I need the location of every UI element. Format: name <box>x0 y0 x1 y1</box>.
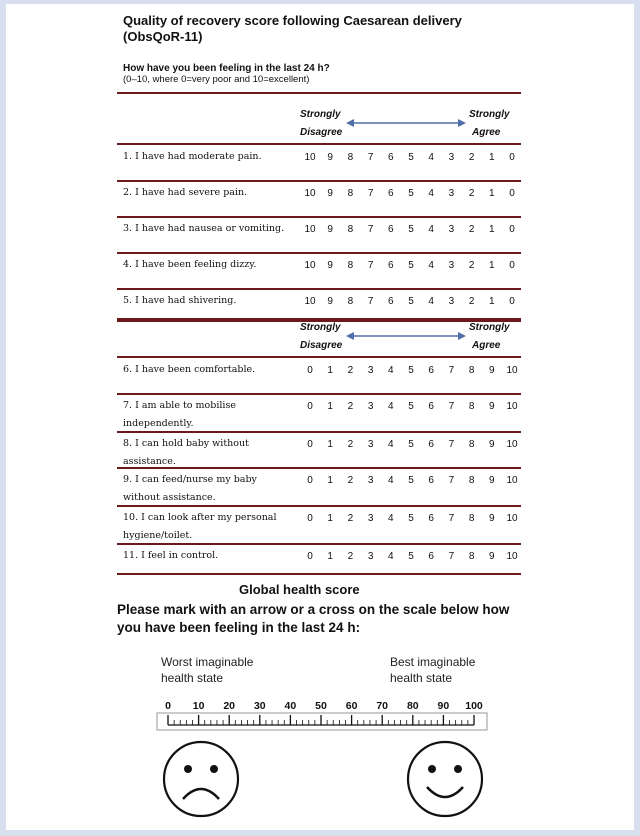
scale-option-9[interactable]: 9 <box>489 439 495 450</box>
scale-option-7[interactable]: 7 <box>367 152 374 163</box>
scale-option-8[interactable]: 8 <box>347 260 354 271</box>
item-text: 5. I have had shivering. <box>123 295 237 306</box>
row-divider <box>117 180 521 182</box>
item-text: 6. I have been comfortable. <box>123 364 256 375</box>
scale-option-0[interactable]: 0 <box>307 513 313 524</box>
best-label-2: health state <box>390 671 453 685</box>
scale-option-6[interactable]: 6 <box>388 296 394 307</box>
s2-anchor-right-2: Agree <box>472 340 501 351</box>
scale-option-1[interactable]: 1 <box>489 188 495 199</box>
scale-option-9[interactable]: 9 <box>489 365 495 376</box>
scale-option-1[interactable]: 1 <box>327 439 333 450</box>
scale-option-10[interactable]: 10 <box>506 401 518 412</box>
row-divider <box>117 431 521 433</box>
scale-option-0[interactable]: 0 <box>509 296 515 307</box>
row-divider <box>117 467 521 469</box>
scale-option-10[interactable]: 10 <box>506 475 518 486</box>
global-instruction-1: Please mark with an arrow or a cross on the scale below how <box>117 602 510 617</box>
scale-option-3[interactable]: 3 <box>448 260 455 271</box>
scale-option-1[interactable]: 1 <box>489 224 495 235</box>
worst-label-1: Worst imaginable <box>161 655 254 669</box>
response-scale <box>297 475 519 487</box>
scale-option-3[interactable]: 3 <box>367 513 374 524</box>
scale-option-2[interactable]: 2 <box>468 152 475 163</box>
scale-option-4[interactable]: 4 <box>388 439 394 450</box>
ruler-label-60: 60 <box>345 700 358 712</box>
scale-option-5[interactable]: 5 <box>408 365 414 376</box>
scale-option-5[interactable]: 5 <box>408 401 414 412</box>
questionnaire-page <box>6 4 634 830</box>
scale-option-5[interactable]: 5 <box>408 152 414 163</box>
scale-option-10[interactable]: 10 <box>304 260 316 271</box>
s1-double-arrow-icon <box>346 116 466 130</box>
global-instruction-2: you have been feeling in the last 24 h: <box>117 620 361 635</box>
scale-option-1[interactable]: 1 <box>327 551 333 562</box>
scale-option-8[interactable]: 8 <box>468 551 475 562</box>
section1-top-rule <box>117 92 521 94</box>
form-title-line1: Quality of recovery score following Caesarean delivery <box>123 13 462 28</box>
sad-face-icon <box>161 739 241 819</box>
scale-option-1[interactable]: 1 <box>327 401 333 412</box>
global-heading: Global health score <box>239 582 360 597</box>
scale-option-4[interactable]: 4 <box>388 365 394 376</box>
scale-option-7[interactable]: 7 <box>448 401 455 412</box>
s1-anchor-right-2: Agree <box>472 127 501 138</box>
row-divider <box>117 393 521 395</box>
ruler-label-20: 20 <box>223 700 236 712</box>
scale-option-9[interactable]: 9 <box>327 152 333 163</box>
response-scale <box>297 152 519 164</box>
scale-option-9[interactable]: 9 <box>327 260 333 271</box>
s2-anchor-right-1: Strongly <box>469 322 510 333</box>
scale-option-5[interactable]: 5 <box>408 439 414 450</box>
scale-option-5[interactable]: 5 <box>408 224 414 235</box>
best-label-1: Best imaginable <box>390 655 476 669</box>
section2-header-rule <box>117 356 521 358</box>
scale-option-10[interactable]: 10 <box>304 296 316 307</box>
ruler-label-80: 80 <box>406 700 419 712</box>
scale-option-8[interactable]: 8 <box>468 439 475 450</box>
scale-option-6[interactable]: 6 <box>428 551 434 562</box>
response-scale <box>297 401 519 413</box>
s1-anchor-right-1: Strongly <box>469 109 510 120</box>
scale-option-5[interactable]: 5 <box>408 513 414 524</box>
section1-header-rule <box>117 143 521 145</box>
scale-option-1[interactable]: 1 <box>489 152 495 163</box>
item-text: 9. I can feed/nurse my baby without assistance. <box>123 474 257 503</box>
item-text: 1. I have had moderate pain. <box>123 151 262 162</box>
scale-option-4[interactable]: 4 <box>428 260 434 271</box>
scale-option-10[interactable]: 10 <box>506 439 518 450</box>
scale-option-6[interactable]: 6 <box>388 224 394 235</box>
scale-option-5[interactable]: 5 <box>408 188 414 199</box>
scale-option-10[interactable]: 10 <box>304 152 316 163</box>
scale-option-7[interactable]: 7 <box>448 439 455 450</box>
scale-option-10[interactable]: 10 <box>506 513 518 524</box>
ruler-label-90: 90 <box>437 700 450 712</box>
s2-double-arrow-icon <box>346 329 466 343</box>
scale-option-1[interactable]: 1 <box>489 260 495 271</box>
scale-option-8[interactable]: 8 <box>347 224 354 235</box>
row-divider <box>117 505 521 507</box>
response-scale <box>297 439 519 451</box>
scale-option-7[interactable]: 7 <box>367 260 374 271</box>
scale-option-0[interactable]: 0 <box>509 152 515 163</box>
row-divider <box>117 543 521 545</box>
scale-option-9[interactable]: 9 <box>489 551 495 562</box>
scale-option-1[interactable]: 1 <box>327 475 333 486</box>
scale-option-6[interactable]: 6 <box>388 188 394 199</box>
scale-option-5[interactable]: 5 <box>408 260 414 271</box>
scale-option-10[interactable]: 10 <box>304 224 316 235</box>
scale-note: (0–10, where 0=very poor and 10=excellent) <box>123 74 310 85</box>
scale-option-3[interactable]: 3 <box>448 224 455 235</box>
scale-option-4[interactable]: 4 <box>428 152 434 163</box>
scale-option-6[interactable]: 6 <box>388 260 394 271</box>
scale-option-7[interactable]: 7 <box>448 551 455 562</box>
scale-option-9[interactable]: 9 <box>489 401 495 412</box>
scale-option-4[interactable]: 4 <box>388 551 394 562</box>
scale-option-0[interactable]: 0 <box>307 365 313 376</box>
scale-option-2[interactable]: 2 <box>347 365 354 376</box>
scale-option-2[interactable]: 2 <box>468 296 475 307</box>
row-divider <box>117 216 521 218</box>
s1-anchor-left-1: Strongly <box>300 109 341 120</box>
scale-option-1[interactable]: 1 <box>327 365 333 376</box>
scale-option-9[interactable]: 9 <box>327 224 333 235</box>
item-text: 2. I have had severe pain. <box>123 187 248 198</box>
scale-option-3[interactable]: 3 <box>367 551 374 562</box>
scale-option-10[interactable]: 10 <box>506 551 518 562</box>
scale-option-8[interactable]: 8 <box>468 401 475 412</box>
scale-option-3[interactable]: 3 <box>367 475 374 486</box>
scale-option-7[interactable]: 7 <box>448 513 455 524</box>
scale-option-4[interactable]: 4 <box>388 401 394 412</box>
ruler-label-40: 40 <box>284 700 297 712</box>
scale-option-1[interactable]: 1 <box>489 296 495 307</box>
scale-option-8[interactable]: 8 <box>468 475 475 486</box>
scale-option-3[interactable]: 3 <box>367 401 374 412</box>
response-scale <box>297 188 519 200</box>
scale-option-7[interactable]: 7 <box>367 224 374 235</box>
scale-option-4[interactable]: 4 <box>428 296 434 307</box>
scale-option-0[interactable]: 0 <box>509 188 515 199</box>
response-scale <box>297 551 519 563</box>
scale-option-2[interactable]: 2 <box>468 224 475 235</box>
scale-option-8[interactable]: 8 <box>468 513 475 524</box>
scale-option-3[interactable]: 3 <box>367 365 374 376</box>
scale-option-0[interactable]: 0 <box>509 224 515 235</box>
row-divider <box>117 252 521 254</box>
scale-option-7[interactable]: 7 <box>448 365 455 376</box>
health-scale-ruler[interactable] <box>156 712 488 732</box>
item-text: 10. I can look after my personal hygiene/toilet. <box>123 512 277 541</box>
scale-option-4[interactable]: 4 <box>388 513 394 524</box>
row-divider <box>117 573 521 575</box>
scale-option-2[interactable]: 2 <box>347 475 354 486</box>
response-scale <box>297 513 519 525</box>
response-scale <box>297 296 519 308</box>
row-divider <box>117 288 521 290</box>
scale-option-0[interactable]: 0 <box>509 260 515 271</box>
scale-option-2[interactable]: 2 <box>347 439 354 450</box>
response-scale <box>297 224 519 236</box>
scale-option-2[interactable]: 2 <box>347 401 354 412</box>
happy-face-icon <box>405 739 485 819</box>
response-scale <box>297 260 519 272</box>
scale-option-1[interactable]: 1 <box>327 513 333 524</box>
scale-option-5[interactable]: 5 <box>408 475 414 486</box>
scale-option-6[interactable]: 6 <box>428 475 434 486</box>
form-title-line2: (ObsQoR-11) <box>123 29 203 44</box>
scale-option-9[interactable]: 9 <box>327 188 333 199</box>
scale-option-2[interactable]: 2 <box>347 551 354 562</box>
scale-option-0[interactable]: 0 <box>307 475 313 486</box>
scale-option-0[interactable]: 0 <box>307 551 313 562</box>
item-text: 7. I am able to mobilise independently. <box>123 400 236 429</box>
s2-anchor-left-1: Strongly <box>300 322 341 333</box>
ruler-label-10: 10 <box>192 700 205 712</box>
scale-option-0[interactable]: 0 <box>307 401 313 412</box>
scale-option-3[interactable]: 3 <box>367 439 374 450</box>
scale-option-8[interactable]: 8 <box>347 152 354 163</box>
s2-anchor-left-2: Disagree <box>300 340 343 351</box>
s1-anchor-left-2: Disagree <box>300 127 343 138</box>
item-text: 4. I have been feeling dizzy. <box>123 259 257 270</box>
ruler-label-100: 100 <box>465 700 483 712</box>
ruler-label-30: 30 <box>253 700 266 712</box>
scale-option-7[interactable]: 7 <box>448 475 455 486</box>
ruler-label-50: 50 <box>315 700 327 712</box>
scale-option-6[interactable]: 6 <box>428 513 434 524</box>
scale-option-7[interactable]: 7 <box>367 188 374 199</box>
response-scale <box>297 365 519 377</box>
scale-option-6[interactable]: 6 <box>428 365 434 376</box>
scale-option-3[interactable]: 3 <box>448 296 455 307</box>
scale-option-5[interactable]: 5 <box>408 296 414 307</box>
scale-option-8[interactable]: 8 <box>468 365 475 376</box>
scale-option-6[interactable]: 6 <box>428 439 434 450</box>
scale-option-9[interactable]: 9 <box>489 475 495 486</box>
scale-option-4[interactable]: 4 <box>428 188 434 199</box>
scale-option-9[interactable]: 9 <box>327 296 333 307</box>
scale-option-4[interactable]: 4 <box>388 475 394 486</box>
scale-option-6[interactable]: 6 <box>388 152 394 163</box>
item-text: 11. I feel in control. <box>123 550 219 561</box>
scale-option-8[interactable]: 8 <box>347 296 354 307</box>
question-prompt: How have you been feeling in the last 24 h? <box>123 63 330 74</box>
scale-option-5[interactable]: 5 <box>408 551 414 562</box>
scale-option-8[interactable]: 8 <box>347 188 354 199</box>
scale-option-0[interactable]: 0 <box>307 439 313 450</box>
scale-option-3[interactable]: 3 <box>448 188 455 199</box>
scale-option-2[interactable]: 2 <box>468 260 475 271</box>
scale-option-10[interactable]: 10 <box>506 365 518 376</box>
scale-option-6[interactable]: 6 <box>428 401 434 412</box>
item-text: 3. I have had nausea or vomiting. <box>123 223 285 234</box>
scale-option-7[interactable]: 7 <box>367 296 374 307</box>
scale-option-9[interactable]: 9 <box>489 513 495 524</box>
scale-option-3[interactable]: 3 <box>448 152 455 163</box>
ruler-label-0: 0 <box>165 700 171 712</box>
scale-option-2[interactable]: 2 <box>347 513 354 524</box>
scale-option-2[interactable]: 2 <box>468 188 475 199</box>
ruler-label-70: 70 <box>376 700 389 712</box>
item-text: 8. I can hold baby without assistance. <box>123 438 249 467</box>
scale-option-10[interactable]: 10 <box>304 188 316 199</box>
worst-label-2: health state <box>161 671 224 685</box>
scale-option-4[interactable]: 4 <box>428 224 434 235</box>
